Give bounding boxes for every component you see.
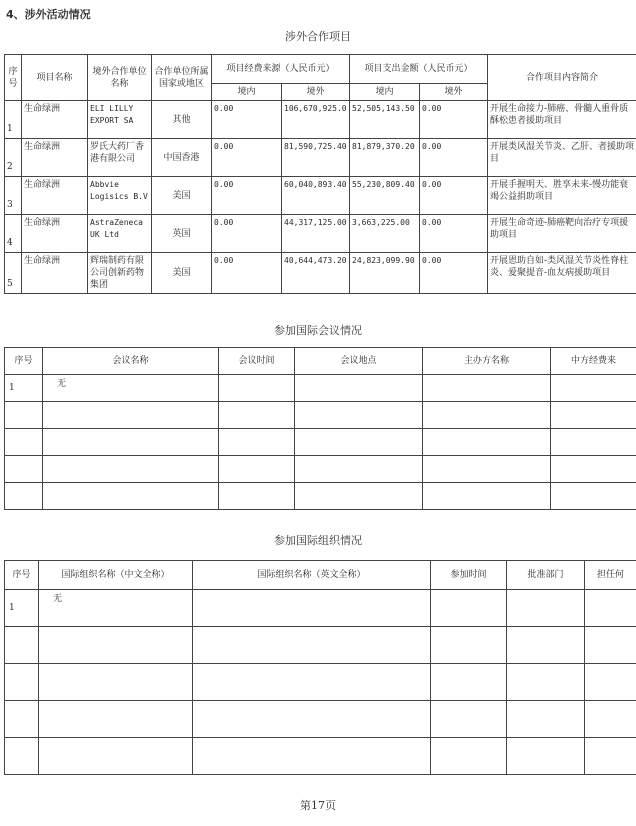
- row-exp-foreign: 0.00: [420, 101, 488, 139]
- row-src-foreign: 81,590,725.40: [282, 139, 350, 177]
- row-region: 美国: [152, 253, 212, 294]
- header-content: 合作项目内容简介: [488, 55, 636, 101]
- header-cn-name: 国际组织名称（中文全称）: [39, 561, 193, 590]
- row-partner: ELI LILLY EXPORT SA: [88, 101, 152, 139]
- row-exp-foreign: 0.00: [420, 139, 488, 177]
- header-conference-time: 会议时间: [219, 348, 295, 375]
- project-row: [5, 139, 636, 177]
- row-seq: 1: [5, 590, 39, 627]
- organizations-caption: 参加国际组织情况: [274, 534, 362, 547]
- row-src-domestic: 0.00: [212, 253, 282, 294]
- projects-caption: 涉外合作项目: [285, 30, 351, 43]
- header-funding-source: 项目经费来源（人民币元）: [212, 55, 350, 84]
- row-project-name: 生命绿洲: [22, 101, 88, 139]
- row-exp-foreign: 0.00: [420, 253, 488, 294]
- conference-row: [5, 375, 636, 402]
- projects-table: [4, 54, 636, 294]
- organization-row: [5, 664, 636, 701]
- row-exp-foreign: 0.00: [420, 177, 488, 215]
- row-exp-domestic: 24,823,099.90: [350, 253, 420, 294]
- header-join-time: 参加时间: [431, 561, 507, 590]
- organizations-table: [4, 560, 636, 775]
- row-src-domestic: 0.00: [212, 215, 282, 253]
- row-seq: 1: [5, 101, 22, 139]
- row-project-name: 生命绿洲: [22, 253, 88, 294]
- row-seq: 1: [5, 375, 43, 402]
- row-src-domestic: 0.00: [212, 139, 282, 177]
- row-seq: 3: [5, 177, 22, 215]
- row-exp-domestic: 3,663,225.00: [350, 215, 420, 253]
- row-src-foreign: 106,670,925.0: [282, 101, 350, 139]
- row-seq: 5: [5, 253, 22, 294]
- header-dept: 批准部门: [507, 561, 585, 590]
- row-project-name: 生命绿洲: [22, 139, 88, 177]
- header-funding: 中方经费来: [551, 348, 636, 375]
- conference-row: [5, 456, 636, 483]
- header-conference-place: 会议地点: [295, 348, 423, 375]
- row-partner: AstraZeneca UK Ltd: [88, 215, 152, 253]
- header-host: 主办方名称: [423, 348, 551, 375]
- project-row: [5, 253, 636, 294]
- header-en-name: 国际组织名称（英文全称）: [193, 561, 431, 590]
- row-src-foreign: 40,644,473.20: [282, 253, 350, 294]
- row-conference-name: 无: [43, 375, 219, 402]
- header-role: 担任何: [585, 561, 636, 590]
- row-cn-name: 无: [39, 590, 193, 627]
- conferences-table: [4, 347, 636, 510]
- conference-row: [5, 429, 636, 456]
- row-content: 开展手握明天、胜享未来-慢功能衰竭公益捐助项目: [488, 177, 636, 215]
- project-row: [5, 215, 636, 253]
- row-region: 中国香港: [152, 139, 212, 177]
- row-project-name: 生命绿洲: [22, 215, 88, 253]
- row-exp-domestic: 55,230,809.40: [350, 177, 420, 215]
- row-content: 开展恩助自如-类风湿关节炎性脊柱炎、爱聚提音-血友病援助项目: [488, 253, 636, 294]
- row-seq: 2: [5, 139, 22, 177]
- project-row: [5, 177, 636, 215]
- row-src-domestic: 0.00: [212, 101, 282, 139]
- header-exp-foreign: 境外: [420, 84, 488, 101]
- header-partner: 境外合作单位名称: [88, 55, 152, 101]
- row-seq: 4: [5, 215, 22, 253]
- header-seq: 序号: [5, 348, 43, 375]
- conferences-caption: 参加国际会议情况: [274, 324, 362, 337]
- row-partner: Abbvie Logisics B.V: [88, 177, 152, 215]
- row-region: 美国: [152, 177, 212, 215]
- row-content: 开展生命接力-肺癌、骨髓人重骨质酥松患者援助项目: [488, 101, 636, 139]
- row-src-foreign: 44,317,125.00: [282, 215, 350, 253]
- row-src-foreign: 60,040,893.40: [282, 177, 350, 215]
- row-region: 英国: [152, 215, 212, 253]
- organization-row: [5, 590, 636, 627]
- row-partner: 罗氏大药厂香港有限公司: [88, 139, 152, 177]
- header-exp-domestic: 境内: [350, 84, 420, 101]
- header-src-domestic: 境内: [212, 84, 282, 101]
- section-heading: 4、涉外活动情况: [6, 8, 91, 21]
- header-seq: 序号: [5, 55, 22, 101]
- header-project-name: 项目名称: [22, 55, 88, 101]
- organization-row: [5, 701, 636, 738]
- header-conference-name: 会议名称: [43, 348, 219, 375]
- header-expenditure: 项目支出金额（人民币元）: [350, 55, 488, 84]
- page-number: 第17页: [300, 799, 336, 812]
- row-exp-foreign: 0.00: [420, 215, 488, 253]
- row-region: 其他: [152, 101, 212, 139]
- row-content: 开展类风湿关节炎、乙肝、者援助项目: [488, 139, 636, 177]
- row-partner: 辉瑞制药有限公司创新药物集团: [88, 253, 152, 294]
- organization-row: [5, 738, 636, 775]
- row-content: 开展生命奇迹-肺癌靶向治疗专项援助项目: [488, 215, 636, 253]
- header-region: 合作单位所属国家或地区: [152, 55, 212, 101]
- header-src-foreign: 境外: [282, 84, 350, 101]
- project-row: [5, 101, 636, 139]
- row-project-name: 生命绿洲: [22, 177, 88, 215]
- organization-row: [5, 627, 636, 664]
- header-seq: 序号: [5, 561, 39, 590]
- row-src-domestic: 0.00: [212, 177, 282, 215]
- conference-row: [5, 402, 636, 429]
- conference-row: [5, 483, 636, 510]
- row-exp-domestic: 81,879,370.20: [350, 139, 420, 177]
- row-exp-domestic: 52,505,143.50: [350, 101, 420, 139]
